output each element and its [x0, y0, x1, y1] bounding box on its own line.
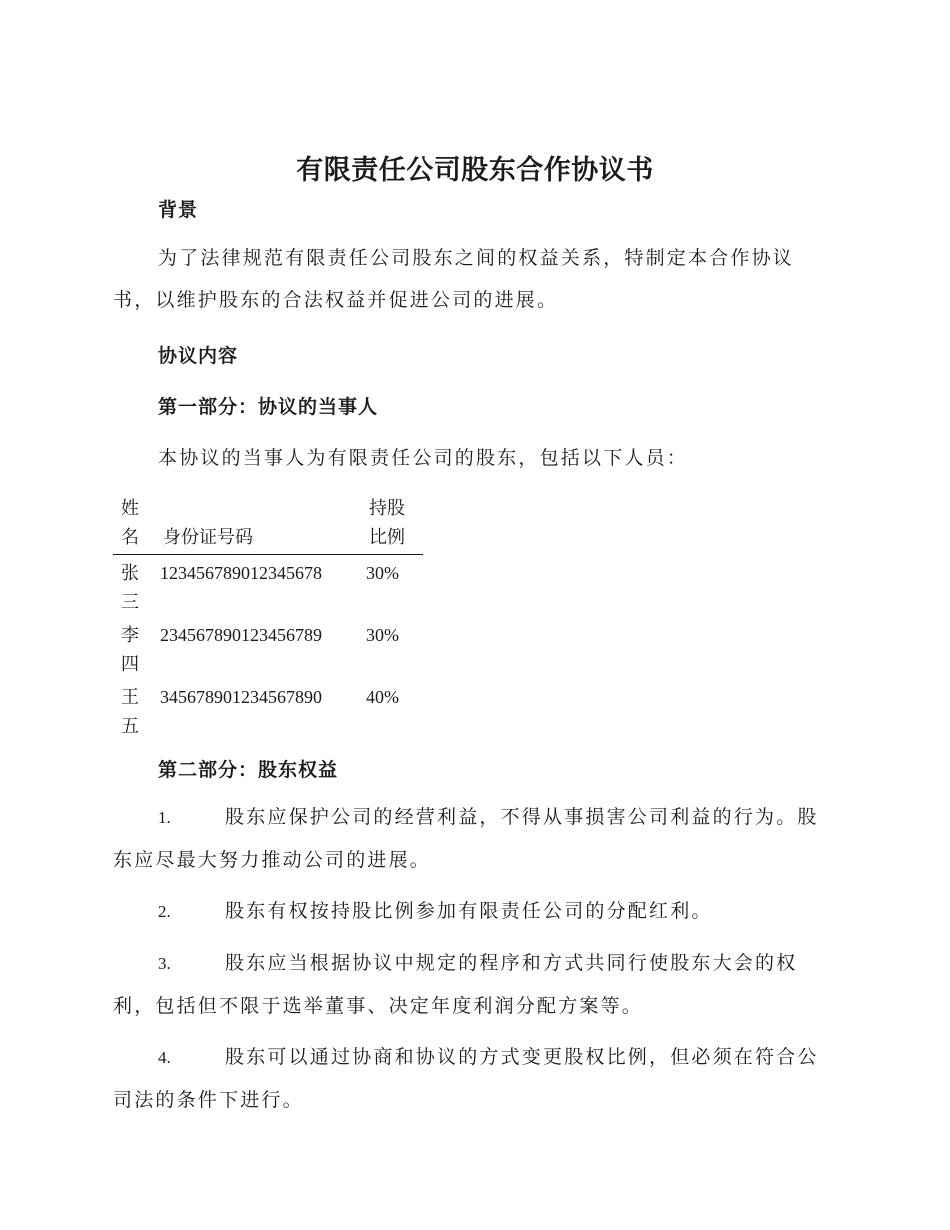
list-item — [113, 796, 835, 881]
cell-share: 30% — [366, 563, 399, 583]
background-heading: 背景 — [158, 199, 199, 221]
content-heading: 协议内容 — [158, 345, 239, 367]
list-item — [113, 890, 835, 933]
cell-name: 李四 — [121, 625, 139, 675]
table-header-row — [113, 494, 423, 555]
list-item — [113, 1036, 835, 1121]
table-row — [113, 559, 423, 621]
part2-heading: 第二部分：股东权益 — [158, 759, 339, 781]
part1-intro: 本协议的当事人为有限责任公司的股东，包括以下人员： — [158, 447, 689, 469]
cell-id: 123456789012345678 — [160, 563, 322, 583]
header-share: 持股比例 — [369, 498, 405, 548]
item-text: 股东应保护公司的经营利益，不得从事损害公司利益的行为。股东应尽最大努力推动公司的进展。 — [113, 806, 819, 871]
shareholder-table — [113, 494, 423, 745]
table-row — [113, 683, 423, 745]
item-number: 2. — [158, 902, 171, 921]
cell-name: 张三 — [121, 563, 139, 613]
table-row — [113, 621, 423, 683]
header-name: 姓名 — [121, 498, 139, 548]
item-text: 股东可以通过协商和协议的方式变更股权比例，但必须在符合公司法的条件下进行。 — [113, 1046, 819, 1111]
list-item — [113, 942, 835, 1027]
cell-share: 40% — [366, 687, 399, 707]
cell-id: 345678901234567890 — [160, 687, 322, 707]
item-text: 股东有权按持股比例参加有限责任公司的分配红利。 — [225, 900, 713, 922]
item-number: 3. — [158, 954, 171, 973]
cell-share: 30% — [366, 625, 399, 645]
background-paragraph: 为了法律规范有限责任公司股东之间的权益关系，特制定本合作协议书，以维护股东的合法权益并促进公司的进展。 — [113, 247, 795, 311]
item-number: 4. — [158, 1048, 171, 1067]
part1-heading: 第一部分：协议的当事人 — [158, 396, 379, 418]
item-text: 股东应当根据协议中规定的程序和方式共同行使股东大会的权利，包括但不限于选举董事、决定年度利润分配方案等。 — [113, 952, 798, 1017]
header-id: 身份证号码 — [163, 527, 253, 548]
cell-name: 王五 — [121, 687, 139, 737]
document-title: 有限责任公司股东合作协议书 — [296, 155, 654, 186]
item-number: 1. — [158, 808, 171, 827]
cell-id: 234567890123456789 — [160, 625, 322, 645]
